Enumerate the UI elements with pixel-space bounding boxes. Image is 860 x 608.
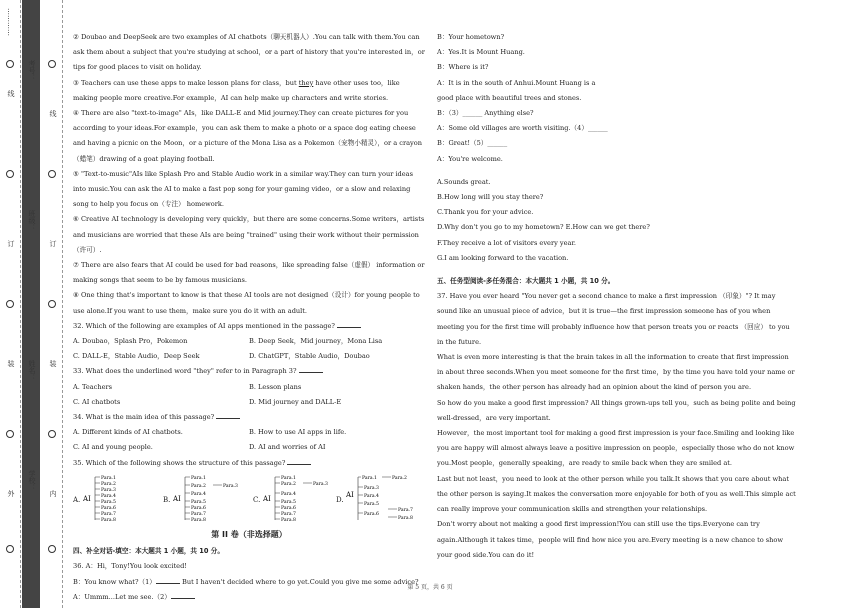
tree-node-label: Para.8	[398, 515, 413, 521]
answer-option: F.They receive a lot of visitors every year.	[437, 238, 577, 247]
binding-circle	[6, 430, 14, 438]
passage-paragraph: However，the most important tool for making a good first impression is your face.Smiling and looking like you are happy will almost always leave a positive impression on people，especially those who do not know you.Most people，generally speaking，are ready to smile back when they are smiled at.	[437, 429, 795, 468]
structure-diagram-b	[163, 473, 247, 523]
answer-option: C.Thank you for your advice.	[437, 208, 534, 217]
tree-root-label: AI	[346, 490, 354, 499]
option-a: A. Different kinds of AI chatbots.	[73, 428, 183, 437]
dialogue-line: A：Some old villages are worth visiting.（4）______	[437, 124, 608, 133]
tree-node-label: Para.1	[191, 475, 206, 481]
option-a: A. Teachers	[73, 382, 113, 391]
binding-circle	[6, 300, 14, 308]
tree-node-label: Para.8	[191, 517, 206, 523]
dialogue-line: A：You're welcome.	[437, 154, 503, 163]
binding-circle	[6, 170, 14, 178]
binding-label: 装	[49, 360, 57, 367]
option-label: B.	[163, 495, 171, 504]
passage-paragraph: ⑤ "Text-to-music"AIs like Splash Pro and Stable Audio work in a similar way.They can turn your ideas into music.You can ask the AI to make a fast pop song for your gaming video，or a slow and relaxing song to help you focus on（专注） homework.	[73, 169, 413, 209]
tree-diagram	[83, 473, 163, 523]
option-a: A. Doubao，Splash Pro，Pokemon	[73, 337, 188, 346]
passage-paragraph: ② Doubao and DeepSeek are two examples of AI chatbots（聊天机器人）.You can talk with them.You can ask them about a subject that you're studying at school，or a part of history that you're interested in，or tips for good places to visit on holiday.	[73, 33, 425, 72]
class-field: 班级：	[28, 210, 36, 231]
passage-paragraph: ⑥ Creative AI technology is developing very quickly，but there are some concerns.Some writers，artists and musicians are worried that these AIs are being "trained" using their work without their permission（许可）.	[73, 215, 425, 254]
dialogue-line: A：It is in the south of Anhui.Mount Huang is a	[437, 78, 596, 87]
option-b: B. Lesson plans	[249, 382, 302, 391]
tree-node-label: Para.1	[281, 475, 296, 481]
option-d: D. Mid journey and DALL-E	[249, 397, 342, 406]
binding-label: 外	[7, 490, 15, 497]
dialogue-line: B：Great!（5）______	[437, 139, 508, 148]
tree-node-label: Para.7	[101, 511, 116, 517]
answer-option: G.I am looking forward to the vacation.	[437, 253, 569, 262]
tree-node-label: Para.3	[313, 481, 328, 487]
binding-circle	[48, 430, 56, 438]
binding-circle	[48, 545, 56, 553]
structure-diagram-c	[253, 473, 337, 523]
question-35-stem: 35. Which of the following shows the structure of this passage?	[73, 456, 425, 471]
structure-diagram-d	[336, 473, 420, 523]
passage-paragraph: ④ There are also "text-to-image" AIs，like DALL-E and Mid journey.They can create pictures for you according to your ideas.For example，you can ask them to make a photo or a space dog eating cheese and having a picnic on the Moon，or a picture of the Mona Lisa as a Pokemon（宠物小精灵），or a crayon（蜡笔）drawing of a goat playing football.	[73, 109, 422, 163]
binding-label: 订	[7, 240, 15, 247]
dialogue-line: B：Your hometown?	[437, 33, 505, 41]
answer-option: B.How long will you stay there?	[437, 193, 544, 202]
passage-paragraph: 37. Have you ever heard "You never get a second chance to make a first impression （印象）"? It may sound like an unusual piece of advice，but it is true—the first impression someone has of you when meeting you for the first time will probably influence how that person treats you or reacts （回应） to you in the future.	[437, 292, 790, 346]
question-33-stem: 33. What does the underlined word "they" refer to in Paragraph 3?	[73, 364, 425, 379]
question-34-options	[73, 425, 425, 440]
dialogue-line: 36. A：Hi，Tony!You look excited!	[73, 562, 187, 571]
passage-paragraph: ⑦ There are also fears that AI could be used for bad reasons，like spreading false（虚假） information or making songs that seem to be by famous musicians.	[73, 261, 425, 285]
passage-paragraph: Last but not least，you need to look at the other person while you talk.It shows that you care about what the other person is saying.It makes the conversation more enjoyable for both of you as well.This simple act can really improve your communication skills and strengthen your relationships.	[437, 474, 796, 514]
question-32-stem: 32. Which of the following are examples of AI apps mentioned in the passage?	[73, 319, 425, 334]
passage-paragraph: ⑧ One thing that's important to know is that these AI tools are not designed（设计）for young people to use alone.If you want to use them，make sure you do it with an adult.	[73, 291, 420, 315]
right-column	[437, 30, 797, 563]
binding-label: 线	[49, 110, 57, 117]
option-label: D.	[336, 495, 344, 504]
option-b: B. How to use AI apps in life.	[249, 428, 347, 437]
dialogue-line: B：Where is it?	[437, 63, 489, 72]
passage-paragraph: What is even more interesting is that the brain takes in all the information to create that first impression in about three seconds.When you meet someone for the first time，by the time you have told your name or shaken hands，the other person has already had an opinion about the kind of person you are.	[437, 353, 795, 392]
structure-diagrams	[73, 473, 425, 523]
underlined-word: they	[298, 78, 314, 87]
dialogue-line: B：You know what?（1） But I haven't decided where to go yet.Could you give me some advice?	[73, 575, 425, 590]
tree-node-label: Para.5	[281, 499, 296, 505]
tree-node-label: Para.8	[101, 517, 116, 523]
tree-node-label: Para.4	[364, 493, 379, 499]
binding-circle	[48, 60, 56, 68]
tree-node-label: Para.7	[191, 511, 206, 517]
tree-node-label: Para.6	[364, 511, 379, 517]
option-label: A.	[73, 495, 81, 504]
tree-node-label: Para.6	[281, 505, 296, 511]
tree-root-label: AI	[173, 494, 181, 503]
tree-diagram	[173, 473, 253, 523]
dialogue-line: A：Ummm...Let me see.（2）	[73, 590, 425, 605]
binding-label: 线	[7, 90, 15, 97]
tree-node-label: Para.3	[364, 485, 379, 491]
section-five-title: 五、任务型阅读-多任务混合：本大题共 1 小题，共 10 分。	[437, 277, 615, 286]
question-34-options	[73, 440, 425, 455]
binding-label: 订	[49, 240, 57, 247]
option-c: C. AI and young people.	[73, 443, 153, 452]
tree-node-label: Para.7	[398, 507, 413, 513]
binding-label: 装	[7, 360, 15, 367]
tree-node-label: Para.5	[101, 499, 116, 505]
binding-label: 内	[49, 490, 57, 497]
tree-root-label: AI	[263, 494, 271, 503]
question-32-options	[73, 334, 425, 349]
option-c: C. DALL-E，Stable Audio，Deep Seek	[73, 352, 200, 361]
tree-root-label: AI	[83, 494, 91, 503]
structure-diagram-a	[73, 473, 157, 523]
tree-node-label: Para.2	[392, 475, 407, 481]
tree-node-label: Para.6	[101, 505, 116, 511]
tree-node-label: Para.2	[191, 483, 206, 489]
tree-node-label: Para.5	[191, 499, 206, 505]
option-d: D. ChatGPT，Stable Audio，Doubao	[249, 352, 370, 361]
tree-node-label: Para.3	[101, 487, 116, 493]
binding-circle	[6, 545, 14, 553]
left-column	[73, 30, 425, 605]
part-two-title: 第 II 卷（非选择题）	[211, 529, 287, 539]
tree-node-label: Para.4	[101, 493, 116, 499]
passage-paragraph: So how do you make a good first impression? All things grown-ups tell you，such as being polite and being well-dressed，are very important.	[437, 398, 796, 422]
question-32-options	[73, 349, 425, 364]
tree-node-label: Para.4	[191, 491, 206, 497]
dialogue-line: B：（3）______ Anything else?	[437, 109, 534, 118]
option-c: C. AI chatbots	[73, 397, 121, 406]
tree-node-label: Para.3	[223, 483, 238, 489]
tree-node-label: Para.2	[101, 481, 116, 487]
exam-number-field: 考号：	[28, 60, 36, 81]
question-34-stem: 34. What is the main idea of this passage?	[73, 410, 425, 425]
question-33-options	[73, 380, 425, 395]
tree-diagram	[346, 473, 426, 523]
option-label: C.	[253, 495, 261, 504]
tree-node-label: Para.4	[281, 491, 296, 497]
tree-diagram	[263, 473, 343, 523]
tree-node-label: Para.8	[281, 517, 296, 523]
binding-strip	[22, 0, 40, 608]
binding-circle	[48, 170, 56, 178]
tree-node-label: Para.7	[281, 511, 296, 517]
binding-circle	[48, 300, 56, 308]
option-d: D. AI and worries of AI	[249, 443, 326, 452]
answer-option: A.Sounds great.	[437, 177, 491, 186]
school-field: 学校：	[28, 470, 36, 491]
answer-option: D.Why don't you go to my hometown? E.How can we get there?	[437, 223, 650, 232]
tree-node-label: Para.1	[101, 475, 116, 481]
dialogue-line: A：Yes.It is Mount Huang.	[437, 48, 525, 57]
section-four-title: 四、补全对话-填空：本大题共 1 小题，共 10 分。	[73, 547, 224, 556]
option-b: B. Deep Seek，Mid journey，Mona Lisa	[249, 337, 383, 346]
dialogue-line: good place with beautiful trees and stones.	[437, 93, 582, 102]
page-footer: 第 5 页，共 6 页	[407, 584, 453, 591]
tree-node-label: Para.5	[364, 501, 379, 507]
question-33-options	[73, 395, 425, 410]
binding-circle	[6, 60, 14, 68]
tree-node-label: Para.1	[362, 475, 377, 481]
passage-paragraph: ③ Teachers can use these apps to make lesson plans for class，but they have other uses too，like making people more creative.For example，AI can help make up characters and write stories.	[73, 78, 400, 102]
passage-paragraph: Don't worry about not making a good first impression!You can still use the tips.Everyone can try again.Although it takes time，people will find how nice you are.Every meeting is a new chance to show your good side.You can do it!	[437, 520, 784, 559]
binding-dots: …………	[6, 8, 14, 36]
tree-node-label: Para.6	[191, 505, 206, 511]
name-field: 姓名：	[28, 360, 36, 381]
tree-node-label: Para.2	[281, 481, 296, 487]
